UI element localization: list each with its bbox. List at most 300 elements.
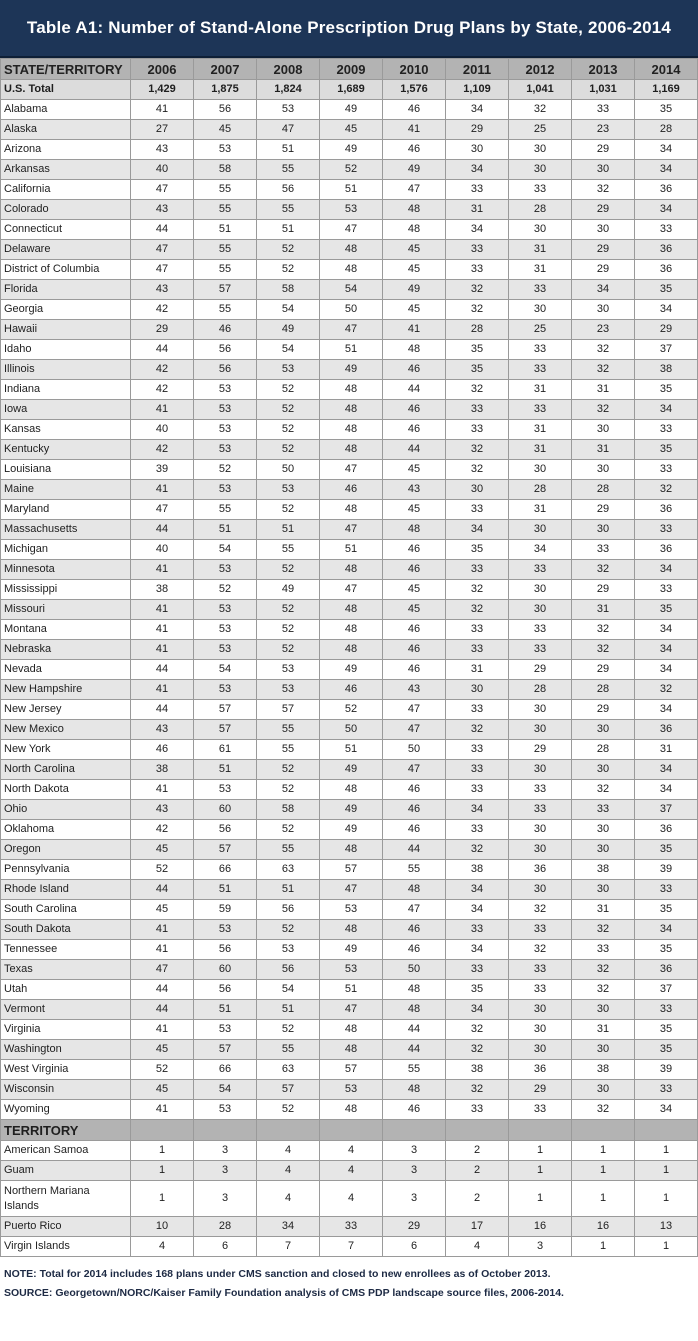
cell-value: 34 — [635, 400, 698, 420]
cell-value: 51 — [320, 980, 383, 1000]
cell-value: 46 — [383, 660, 446, 680]
column-header-year: 2010 — [383, 59, 446, 80]
cell-value: 49 — [383, 160, 446, 180]
column-header-year: 2011 — [446, 59, 509, 80]
cell-value: 41 — [383, 320, 446, 340]
cell-value: 36 — [635, 720, 698, 740]
cell-value: 56 — [257, 960, 320, 980]
row-label: West Virginia — [1, 1060, 131, 1080]
cell-value: 38 — [131, 760, 194, 780]
table-row — [1, 260, 698, 280]
cell-value: 33 — [635, 1080, 698, 1100]
cell-value: 46 — [320, 480, 383, 500]
cell-value: 36 — [635, 820, 698, 840]
cell-value: 49 — [320, 940, 383, 960]
row-label: Mississippi — [1, 580, 131, 600]
cell-value: 52 — [257, 560, 320, 580]
cell-value: 51 — [257, 520, 320, 540]
cell-value: 50 — [257, 460, 320, 480]
cell-value: 32 — [446, 280, 509, 300]
cell-value: 33 — [509, 560, 572, 580]
cell-value: 49 — [383, 280, 446, 300]
cell-value: 46 — [383, 620, 446, 640]
cell-value: 55 — [257, 160, 320, 180]
cell-value: 52 — [257, 380, 320, 400]
cell-value: 32 — [446, 840, 509, 860]
cell-value: 33 — [572, 800, 635, 820]
cell-value: 33 — [446, 700, 509, 720]
cell-value: 47 — [320, 460, 383, 480]
cell-value: 33 — [446, 180, 509, 200]
row-label: Indiana — [1, 380, 131, 400]
table-row — [1, 880, 698, 900]
cell-value: 1,576 — [383, 80, 446, 100]
cell-value: 32 — [446, 600, 509, 620]
cell-value: 47 — [383, 180, 446, 200]
cell-value: 33 — [446, 1100, 509, 1120]
cell-value: 34 — [635, 140, 698, 160]
cell-value — [635, 1120, 698, 1141]
cell-value: 33 — [446, 400, 509, 420]
cell-value: 30 — [509, 880, 572, 900]
cell-value: 52 — [257, 640, 320, 660]
cell-value: 28 — [446, 320, 509, 340]
cell-value: 46 — [383, 780, 446, 800]
cell-value: 53 — [194, 1100, 257, 1120]
cell-value: 35 — [635, 280, 698, 300]
cell-value: 56 — [194, 100, 257, 120]
cell-value: 52 — [320, 160, 383, 180]
cell-value: 52 — [257, 1020, 320, 1040]
cell-value: 46 — [383, 400, 446, 420]
cell-value: 51 — [194, 220, 257, 240]
cell-value: 44 — [131, 1000, 194, 1020]
table-row — [1, 920, 698, 940]
cell-value: 34 — [635, 560, 698, 580]
cell-value: 30 — [509, 300, 572, 320]
cell-value: 41 — [131, 1100, 194, 1120]
cell-value: 52 — [257, 780, 320, 800]
table-row — [1, 1000, 698, 1020]
cell-value: 55 — [257, 1040, 320, 1060]
cell-value: 33 — [635, 1000, 698, 1020]
cell-value: 48 — [320, 240, 383, 260]
cell-value: 34 — [446, 880, 509, 900]
table-row — [1, 300, 698, 320]
cell-value: 30 — [572, 720, 635, 740]
cell-value — [320, 1120, 383, 1141]
cell-value: 1,169 — [635, 80, 698, 100]
cell-value: 48 — [383, 880, 446, 900]
table-row — [1, 1100, 698, 1120]
cell-value: 34 — [446, 100, 509, 120]
cell-value: 33 — [572, 540, 635, 560]
cell-value: 1 — [635, 1141, 698, 1161]
cell-value: 48 — [320, 260, 383, 280]
cell-value: 52 — [257, 1100, 320, 1120]
cell-value: 33 — [509, 180, 572, 200]
table-row — [1, 1141, 698, 1161]
table-row — [1, 960, 698, 980]
cell-value: 44 — [131, 660, 194, 680]
row-label: Arizona — [1, 140, 131, 160]
cell-value: 48 — [320, 440, 383, 460]
cell-value: 53 — [257, 940, 320, 960]
cell-value: 16 — [572, 1217, 635, 1237]
cell-value: 32 — [572, 360, 635, 380]
cell-value: 45 — [131, 1080, 194, 1100]
row-label: Missouri — [1, 600, 131, 620]
cell-value: 35 — [446, 540, 509, 560]
table-row — [1, 520, 698, 540]
row-label: American Samoa — [1, 1141, 131, 1161]
cell-value: 54 — [320, 280, 383, 300]
cell-value: 51 — [194, 880, 257, 900]
table-row — [1, 420, 698, 440]
cell-value: 28 — [635, 120, 698, 140]
row-label: Vermont — [1, 1000, 131, 1020]
cell-value: 33 — [572, 100, 635, 120]
cell-value: 46 — [383, 140, 446, 160]
cell-value: 56 — [194, 340, 257, 360]
cell-value: 3 — [509, 1237, 572, 1257]
row-label: Maine — [1, 480, 131, 500]
cell-value: 44 — [383, 440, 446, 460]
cell-value: 29 — [509, 1080, 572, 1100]
cell-value: 52 — [194, 580, 257, 600]
cell-value: 53 — [257, 100, 320, 120]
cell-value: 56 — [257, 180, 320, 200]
row-label: TERRITORY — [1, 1120, 131, 1141]
cell-value: 47 — [320, 580, 383, 600]
cell-value: 43 — [131, 720, 194, 740]
cell-value: 38 — [131, 580, 194, 600]
row-label: Florida — [1, 280, 131, 300]
column-header-year: 2012 — [509, 59, 572, 80]
row-label: Arkansas — [1, 160, 131, 180]
cell-value: 30 — [572, 160, 635, 180]
cell-value: 55 — [194, 260, 257, 280]
cell-value: 44 — [131, 340, 194, 360]
cell-value: 30 — [509, 760, 572, 780]
row-label: Massachusetts — [1, 520, 131, 540]
cell-value: 31 — [509, 260, 572, 280]
cell-value: 52 — [131, 860, 194, 880]
cell-value: 1 — [635, 1181, 698, 1217]
cell-value: 47 — [131, 500, 194, 520]
cell-value: 57 — [257, 700, 320, 720]
cell-value: 49 — [257, 320, 320, 340]
cell-value: 3 — [194, 1181, 257, 1217]
cell-value: 53 — [257, 660, 320, 680]
cell-value: 35 — [635, 900, 698, 920]
cell-value: 31 — [446, 660, 509, 680]
cell-value: 4 — [446, 1237, 509, 1257]
cell-value: 31 — [509, 500, 572, 520]
cell-value: 31 — [572, 900, 635, 920]
cell-value: 29 — [572, 700, 635, 720]
row-label: Wisconsin — [1, 1080, 131, 1100]
cell-value: 36 — [635, 240, 698, 260]
cell-value: 29 — [383, 1217, 446, 1237]
note-text: NOTE: Total for 2014 includes 168 plans under CMS sanction and closed to new enrollees as of October 2013. — [4, 1268, 551, 1280]
table-row — [1, 480, 698, 500]
cell-value: 30 — [572, 1040, 635, 1060]
table-row — [1, 800, 698, 820]
cell-value: 47 — [320, 220, 383, 240]
cell-value: 1,041 — [509, 80, 572, 100]
cell-value: 43 — [383, 480, 446, 500]
cell-value: 48 — [383, 1080, 446, 1100]
row-label: Guam — [1, 1161, 131, 1181]
cell-value: 47 — [320, 320, 383, 340]
table-row — [1, 1020, 698, 1040]
cell-value: 34 — [446, 940, 509, 960]
cell-value: 48 — [320, 400, 383, 420]
cell-value: 29 — [509, 660, 572, 680]
cell-value: 54 — [257, 300, 320, 320]
territory-header-row — [1, 1120, 698, 1141]
cell-value: 33 — [635, 460, 698, 480]
row-label: Louisiana — [1, 460, 131, 480]
cell-value: 48 — [383, 200, 446, 220]
cell-value: 32 — [509, 940, 572, 960]
cell-value: 32 — [446, 460, 509, 480]
table-row — [1, 1040, 698, 1060]
table-row — [1, 180, 698, 200]
cell-value: 30 — [509, 1040, 572, 1060]
cell-value: 55 — [257, 200, 320, 220]
row-label: Alabama — [1, 100, 131, 120]
cell-value: 1,429 — [131, 80, 194, 100]
cell-value: 47 — [131, 960, 194, 980]
table-row — [1, 760, 698, 780]
cell-value: 1 — [635, 1237, 698, 1257]
cell-value: 32 — [572, 640, 635, 660]
cell-value: 45 — [320, 120, 383, 140]
cell-value: 34 — [572, 280, 635, 300]
source-text: SOURCE: Georgetown/NORC/Kaiser Family Foundation analysis of CMS PDP landscape source files, 2006-2014. — [4, 1287, 564, 1299]
row-label: Puerto Rico — [1, 1217, 131, 1237]
cell-value: 47 — [383, 720, 446, 740]
cell-value: 7 — [257, 1237, 320, 1257]
cell-value: 52 — [257, 440, 320, 460]
cell-value: 29 — [635, 320, 698, 340]
table-row — [1, 620, 698, 640]
cell-value: 30 — [509, 1000, 572, 1020]
row-label: Virginia — [1, 1020, 131, 1040]
row-label: South Carolina — [1, 900, 131, 920]
cell-value: 30 — [446, 680, 509, 700]
cell-value: 46 — [383, 820, 446, 840]
table-row — [1, 600, 698, 620]
cell-value: 30 — [509, 460, 572, 480]
cell-value: 33 — [635, 880, 698, 900]
row-label: Oregon — [1, 840, 131, 860]
cell-value: 38 — [446, 860, 509, 880]
cell-value: 53 — [194, 560, 257, 580]
cell-value: 54 — [194, 540, 257, 560]
cell-value: 30 — [572, 300, 635, 320]
cell-value: 30 — [509, 580, 572, 600]
cell-value: 32 — [572, 1100, 635, 1120]
cell-value: 49 — [320, 360, 383, 380]
cell-value: 33 — [509, 920, 572, 940]
cell-value: 46 — [131, 740, 194, 760]
cell-value: 30 — [572, 220, 635, 240]
cell-value: 4 — [257, 1161, 320, 1181]
cell-value: 50 — [383, 740, 446, 760]
cell-value: 53 — [194, 480, 257, 500]
cell-value: 6 — [194, 1237, 257, 1257]
cell-value: 7 — [320, 1237, 383, 1257]
cell-value: 33 — [635, 580, 698, 600]
cell-value: 1 — [131, 1161, 194, 1181]
column-header-year: 2009 — [320, 59, 383, 80]
cell-value: 33 — [509, 640, 572, 660]
table-row — [1, 220, 698, 240]
cell-value: 32 — [509, 900, 572, 920]
cell-value: 32 — [446, 1080, 509, 1100]
cell-value: 42 — [131, 360, 194, 380]
cell-value: 30 — [509, 840, 572, 860]
cell-value: 49 — [320, 760, 383, 780]
cell-value: 48 — [320, 560, 383, 580]
cell-value: 43 — [131, 200, 194, 220]
row-label: New Mexico — [1, 720, 131, 740]
table-row — [1, 1161, 698, 1181]
cell-value: 35 — [446, 980, 509, 1000]
cell-value: 30 — [572, 520, 635, 540]
cell-value: 51 — [194, 520, 257, 540]
cell-value: 35 — [635, 440, 698, 460]
cell-value: 43 — [131, 140, 194, 160]
cell-value: 53 — [194, 380, 257, 400]
row-label: California — [1, 180, 131, 200]
cell-value: 33 — [509, 400, 572, 420]
cell-value: 38 — [572, 860, 635, 880]
cell-value: 57 — [194, 700, 257, 720]
cell-value: 52 — [257, 260, 320, 280]
cell-value: 48 — [320, 620, 383, 640]
cell-value: 53 — [320, 960, 383, 980]
cell-value: 48 — [320, 640, 383, 660]
cell-value: 51 — [320, 740, 383, 760]
cell-value: 30 — [572, 760, 635, 780]
cell-value: 30 — [509, 520, 572, 540]
row-label: Hawaii — [1, 320, 131, 340]
cell-value: 48 — [320, 780, 383, 800]
table-row — [1, 1217, 698, 1237]
cell-value: 41 — [131, 640, 194, 660]
cell-value: 34 — [446, 800, 509, 820]
cell-value: 53 — [257, 680, 320, 700]
cell-value: 55 — [194, 180, 257, 200]
cell-value: 2 — [446, 1141, 509, 1161]
table-row — [1, 580, 698, 600]
cell-value: 33 — [635, 220, 698, 240]
cell-value: 34 — [635, 160, 698, 180]
cell-value: 44 — [131, 880, 194, 900]
cell-value: 38 — [572, 1060, 635, 1080]
cell-value: 30 — [572, 840, 635, 860]
cell-value: 44 — [131, 700, 194, 720]
cell-value: 28 — [509, 480, 572, 500]
cell-value: 33 — [446, 740, 509, 760]
cell-value: 1,875 — [194, 80, 257, 100]
cell-value: 31 — [509, 420, 572, 440]
table-row — [1, 740, 698, 760]
cell-value: 23 — [572, 320, 635, 340]
cell-value: 53 — [320, 200, 383, 220]
row-label: Wyoming — [1, 1100, 131, 1120]
cell-value: 35 — [635, 940, 698, 960]
cell-value: 29 — [572, 140, 635, 160]
cell-value: 30 — [446, 480, 509, 500]
cell-value: 53 — [194, 140, 257, 160]
cell-value: 36 — [635, 960, 698, 980]
cell-value: 53 — [194, 620, 257, 640]
row-label: Connecticut — [1, 220, 131, 240]
cell-value: 42 — [131, 380, 194, 400]
table-title: Table A1: Number of Stand-Alone Prescription Drug Plans by State, 2006-2014 — [0, 0, 698, 58]
cell-value: 30 — [572, 820, 635, 840]
cell-value — [572, 1120, 635, 1141]
table-row — [1, 540, 698, 560]
cell-value: 29 — [509, 740, 572, 760]
cell-value: 33 — [509, 780, 572, 800]
table-row — [1, 120, 698, 140]
table-row — [1, 320, 698, 340]
cell-value: 34 — [635, 760, 698, 780]
cell-value: 36 — [635, 540, 698, 560]
cell-value: 38 — [446, 1060, 509, 1080]
cell-value: 46 — [383, 940, 446, 960]
cell-value: 52 — [257, 500, 320, 520]
cell-value: 48 — [320, 1020, 383, 1040]
cell-value: 60 — [194, 800, 257, 820]
cell-value: 33 — [446, 780, 509, 800]
cell-value: 47 — [383, 700, 446, 720]
row-label: Rhode Island — [1, 880, 131, 900]
table-row — [1, 860, 698, 880]
cell-value: 53 — [320, 900, 383, 920]
cell-value: 53 — [257, 360, 320, 380]
cell-value: 42 — [131, 440, 194, 460]
cell-value: 31 — [509, 440, 572, 460]
table-row — [1, 680, 698, 700]
cell-value: 34 — [635, 1100, 698, 1120]
cell-value: 3 — [383, 1161, 446, 1181]
cell-value: 34 — [635, 920, 698, 940]
cell-value: 46 — [383, 420, 446, 440]
cell-value: 34 — [635, 300, 698, 320]
cell-value: 33 — [635, 420, 698, 440]
cell-value: 48 — [383, 980, 446, 1000]
cell-value: 52 — [131, 1060, 194, 1080]
cell-value: 42 — [131, 300, 194, 320]
row-label: Maryland — [1, 500, 131, 520]
cell-value: 1,824 — [257, 80, 320, 100]
cell-value: 41 — [131, 400, 194, 420]
cell-value: 32 — [446, 720, 509, 740]
cell-value: 30 — [509, 700, 572, 720]
cell-value: 30 — [509, 140, 572, 160]
cell-value: 34 — [635, 200, 698, 220]
row-label: Northern Mariana Islands — [1, 1181, 131, 1217]
cell-value: 1 — [509, 1141, 572, 1161]
cell-value: 32 — [572, 920, 635, 940]
